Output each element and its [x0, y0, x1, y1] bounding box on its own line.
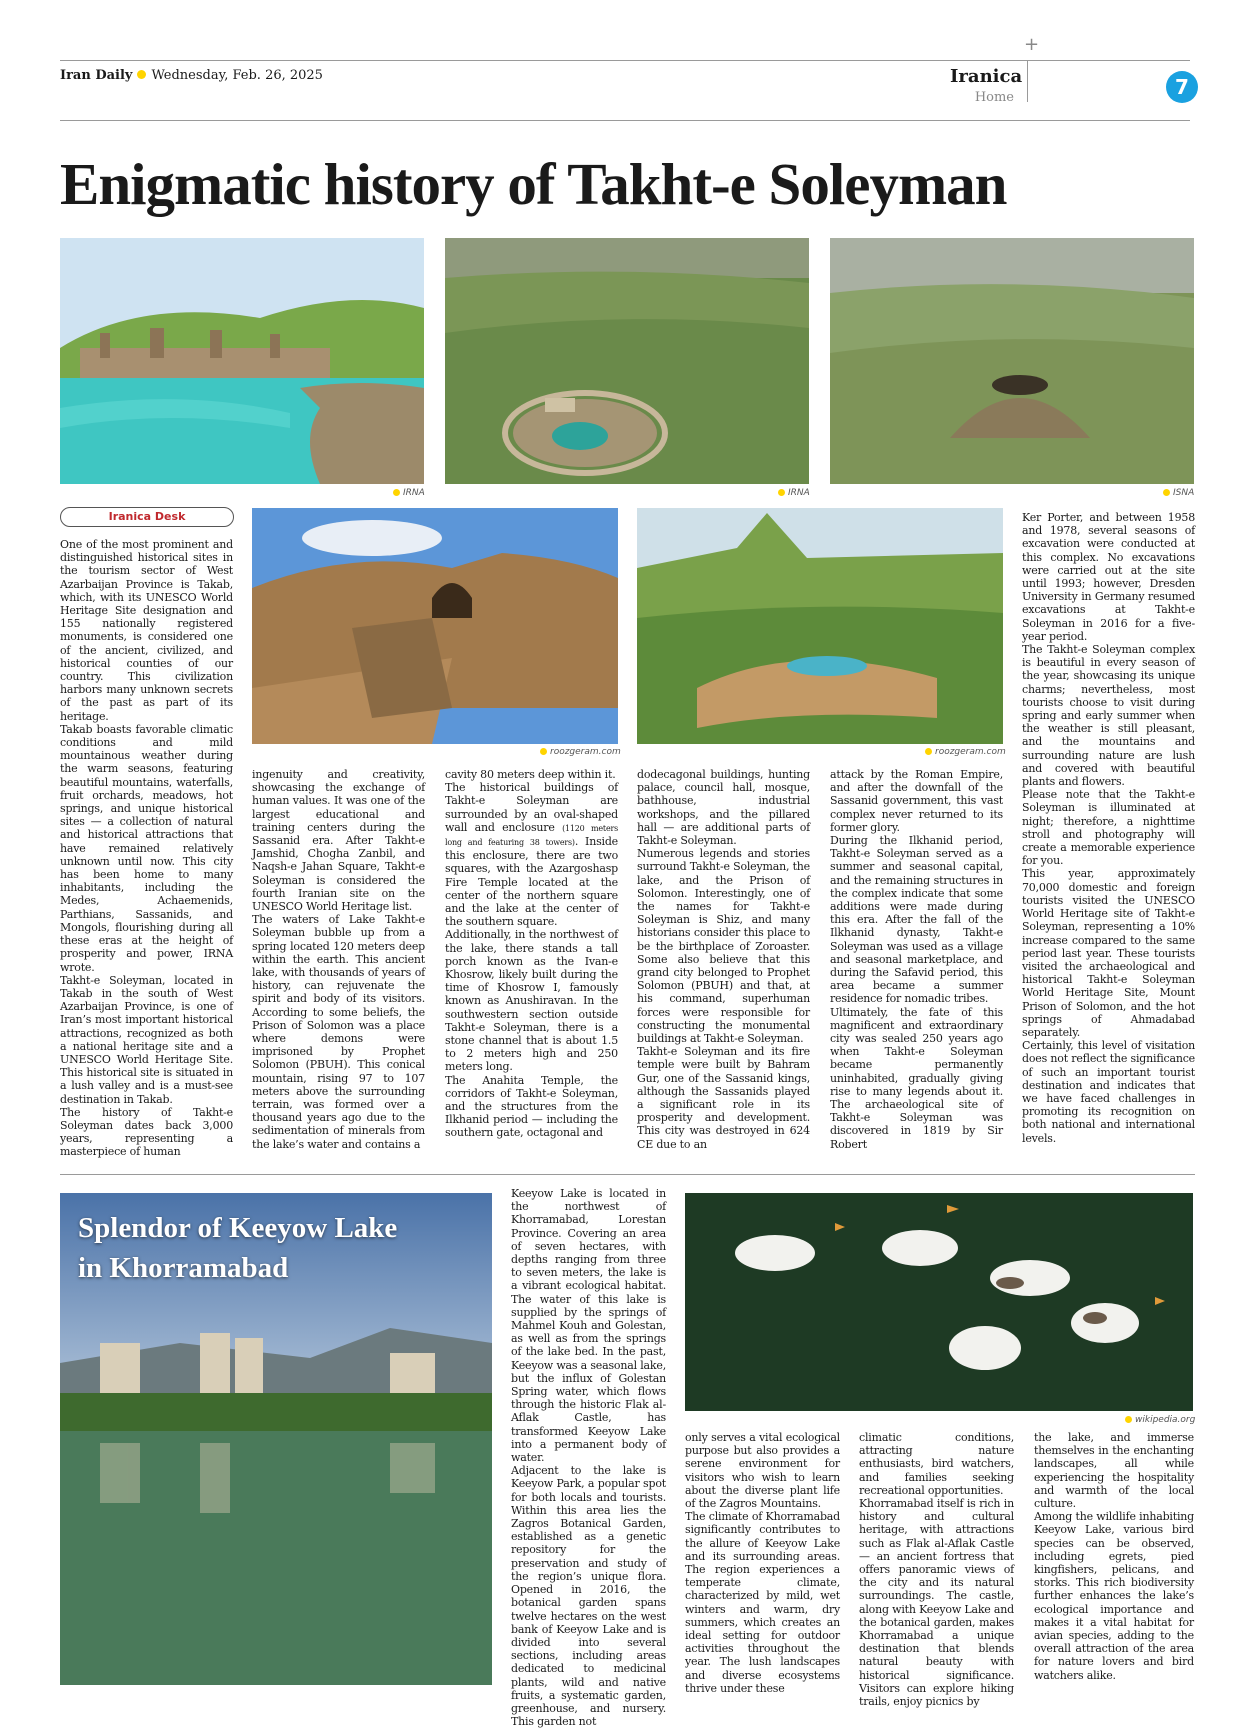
- photo-credit: roozgeram.com: [540, 747, 621, 757]
- photo-lake-ruins: [60, 238, 424, 484]
- article-column: [685, 1431, 840, 1695]
- photo-aerial-complex: [445, 238, 809, 484]
- photo-gate-stairs: [252, 508, 618, 744]
- paragraph: Takht-e Soleyman and its fire temple were built by Bahram Gur, one of the Sassanid kings, although the Sassanids played a significant role in its prosperity and development. This city was destroyed in 624 CE due to an: [637, 1045, 810, 1151]
- page-number: 7: [1166, 71, 1198, 103]
- paragraph: Keeyow Lake is located in the northwest of Khorramabad, Lorestan Province. Covering an area of seven hectares, with depths ranging from three to seven meters, the lake is a vibrant ecological habitat. The water of this lake is supplied by the springs of Mahmel Kouh and Golestan, as well as from the springs of the lake bed. In the past, Keeyow was a seasonal lake, but the influx of Golestan Spring water, which flows through the historic Flak al-Aflak Castle, has transformed Keeyow Lake into a permanent body of water.: [511, 1187, 666, 1465]
- paragraph: Takab boasts favorable climatic conditions and mild mountainous weather during the warm seasons, featuring beautiful mountains, waterfalls, fruit orchards, meadows, hot springs, and unique historical sites — a collection of natural and historical attractions that have remained relatively unknown until now. This city has been home to many inhabitants, including the Medes, Achaemenids, Parthians, Sassanids, and Mongols, flourishing during all these eras at the height of prosperity and power, IRNA wrote.: [60, 722, 233, 974]
- article-column: [511, 1187, 666, 1728]
- plus-mark: +: [1024, 34, 1040, 55]
- section-subtitle: Home: [974, 90, 1014, 105]
- article-column: [1022, 511, 1195, 1145]
- paragraph: The climate of Khorramabad significantly contributes to the allure of Keeyow Lake and its surrounding areas. The region experiences a temperate climate, characterized by mild, wet winters and warm, dry summers, which creates an ideal setting for outdoor activities throughout the year. The lush landscapes and diverse ecosystems thrive under these: [685, 1510, 840, 1695]
- article-column: [859, 1431, 1014, 1708]
- paragraph: The waters of Lake Takht-e Soleyman bubble up from a spring located 120 meters deep within the earth. This ancient lake, with thousands of years of history, can rejuvenate the spirit and body of its visitors. According to some beliefs, the Prison of Solomon was a place where demons were imprisoned by Prophet Solomon (PBUH). This conical mountain, rising 97 to 107 meters above the surrounding terrain, was formed over a thousand years ago due to the sedimentation of minerals from the lake’s water and contains a: [252, 913, 425, 1151]
- feature-title-line: Splendor of Keeyow Lake: [78, 1212, 398, 1244]
- paragraph: the lake, and immerse themselves in the enchanting landscapes, all while experiencing the hospitality and warmth of the local culture.: [1034, 1431, 1194, 1511]
- paragraph: The history of Takht-e Soleyman dates back 3,000 years, representing a masterpiece of human: [60, 1105, 233, 1159]
- feature-title: [78, 1208, 478, 1288]
- paragraph: climatic conditions, attracting nature enthusiasts, bird watchers, and families seeking recreational opportunities.: [859, 1431, 1014, 1497]
- header-divider: [1027, 60, 1028, 102]
- article-column: [637, 768, 810, 1151]
- header-bottom-rule: [60, 120, 1190, 121]
- photo-prison-of-solomon: [830, 238, 1194, 484]
- photo-credit: IRNA: [393, 488, 425, 498]
- photo-geese-on-lake: [685, 1193, 1193, 1411]
- paragraph: Takht-e Soleyman, located in Takab in the south of West Azarbaijan Province, is one of Iran’s most important historical attractions, recognized as both a national heritage site and a UNESCO World Heritage Site. This historical site is situated in a lush valley and is a must-see destination in Takab.: [60, 973, 233, 1106]
- article-column: [830, 768, 1003, 1151]
- masthead-line: [60, 68, 323, 83]
- paragraph: cavity 80 meters deep within it.: [445, 768, 616, 781]
- photo-valley-complex: [637, 508, 1003, 744]
- paragraph: During the Ilkhanid period, Takht-e Soleyman served as a summer and seasonal capital, and the remaining structures in the complex indicate that some additions were made during this era. After the fall of the Ilkhanid dynasty, Takht-e Soleyman was used as a village and seasonal marketplace, and during the Safavid period, this area became a summer residence for nomadic tribes.: [830, 834, 1003, 1006]
- headline: Enigmatic history of Takht-e Soleyman: [60, 151, 1007, 217]
- photo-credit: roozgeram.com: [925, 747, 1006, 757]
- text-run: . Inside this enclosure, there are two squares, with the Azargoshasp Fire Temple located at the center of the northern square and the lake at the center of the southern square.: [445, 835, 618, 929]
- paragraph: Additionally, in the northwest of the lake, there stands a tall porch known as the Ivan-e Khosrow, likely built during the time of Khosrow I, famously known as Anushiravan. In the southwestern section outside Takht-e Soleyman, there is a stone channel that is about 1.5 to 2 meters high and 250 meters long.: [445, 928, 618, 1074]
- header-top-rule: [60, 60, 1190, 61]
- paragraph: ingenuity and creativity, showcasing the exchange of human values. It was one of the largest educational and training centers during the Sassanid era. After Takht-e Jamshid, Chogha Zanbil, and Naqsh-e Jahan Square, Takht-e Soleyman is considered the fourth Iranian site on the UNESCO World Heritage list.: [252, 768, 425, 914]
- paragraph: Ker Porter, and between 1958 and 1978, several seasons of excavation were conducted at this complex. No excavations were carried out at the site until 1993; however, Dresden University in Germany resumed excavations at Takht-e Soleyman in 2016 for a five-year period.: [1022, 511, 1195, 643]
- paragraph: Certainly, this level of visitation does not reflect the significance of such an important tourist destination and indicates that we have faced challenges in promoting its recognition on both national and international levels.: [1022, 1039, 1195, 1145]
- photo-credit: wikipedia.org: [1125, 1415, 1195, 1425]
- paragraph: This year, approximately 70,000 domestic and foreign tourists visited the UNESCO World Heritage site of Takht-e Soleyman, representing a 10% increase compared to the same period last year. These tourists visited the archaeological and historical Takht-e Soleyman World Heritage Site, Mount Prison of Solomon, and the hot springs of Ahmadabad separately.: [1022, 867, 1195, 1039]
- paragraph: Adjacent to the lake is Keeyow Park, a popular spot for both locals and tourists. Within this area lies the Zagros Botanical Garden, established as a genetic repository for the preservation and study of the region’s unique flora. Opened in 2016, the botanical garden spans twelve hectares on the west bank of Keeyow Lake and is divided into several sections, including areas dedicated to medicinal plants, wild and native fruits, a systematic garden, greenhouse, and nursery. This garden not: [511, 1464, 666, 1729]
- issue-date: Wednesday, Feb. 26, 2025: [151, 68, 323, 83]
- paragraph: The Takht-e Soleyman complex is beautiful in every season of the year, showcasing its unique charms; nevertheless, most tourists choose to visit during spring and early summer when the weather is still pleasant, and the mountains and surrounding nature are lush and covered with beautiful plants and flowers.: [1022, 643, 1195, 789]
- photo-credit: ISNA: [1163, 488, 1194, 498]
- section-title: Iranica: [950, 66, 1023, 87]
- paragraph: Among the wildlife inhabiting Keeyow Lake, various bird species can be observed, including egrets, pied kingfishers, pelicans, and storks. This rich biodiversity further enhances the lake’s ecological importance and makes it a vital habitat for avian species, adding to the overall attraction of the area for nature lovers and bird watchers alike.: [1034, 1510, 1194, 1682]
- article-column: [1034, 1431, 1194, 1682]
- article-column: [252, 768, 425, 1151]
- section-divider: [60, 1174, 1195, 1175]
- article-column: [60, 538, 233, 1159]
- paper-name: Iran Daily: [60, 68, 133, 83]
- paragraph: Please note that the Takht-e Soleyman is illuminated at night; therefore, a nighttime stroll and photography will create a memorable experience for you.: [1022, 788, 1195, 868]
- paragraph: [445, 781, 618, 928]
- text-run: The historical buildings of Takht-e Soleyman are surrounded by an oval-shaped wall and enclosure: [445, 781, 618, 834]
- article-column: [445, 768, 618, 1140]
- text-run: (1120 meters long and featuring 38 towers): [445, 823, 619, 848]
- paragraph: attack by the Roman Empire, and after the downfall of the Sassanid government, this vast complex never returned to its former glory.: [830, 768, 1003, 834]
- paragraph: dodecagonal buildings, hunting palace, council hall, mosque, bathhouse, industrial workshops, and the pillared hall — are additional parts of Takht-e Soleyman.: [637, 768, 810, 848]
- paragraph: The Anahita Temple, the corridors of Takht-e Soleyman, and the structures from the Ilkhanid period — including the southern gate, octagonal and: [445, 1073, 618, 1140]
- photo-credit: IRNA: [778, 488, 810, 498]
- paragraph: only serves a vital ecological purpose but also provides a serene environment for visitors who wish to learn about the diverse plant life of the Zagros Mountains.: [685, 1431, 840, 1511]
- byline: Iranica Desk: [60, 507, 234, 527]
- paragraph: Khorramabad itself is rich in history and cultural heritage, with attractions such as Flak al-Aflak Castle — an ancient fortress that offers panoramic views of the city and its natural surroundings. The castle, along with Keeyow Lake and the botanical garden, makes Khorramabad a unique destination that blends natural beauty with historical significance. Visitors can explore hiking trails, enjoy picnics by: [859, 1497, 1014, 1709]
- dot-icon: [137, 70, 146, 79]
- feature-title-line: in Khorramabad: [78, 1252, 289, 1284]
- paragraph: Ultimately, the fate of this magnificent and extraordinary city was sealed 250 years ago when Takht-e Soleyman became permanently uninhabited, gradually giving rise to many legends about it. The archaeological site of Takht-e Soleyman was discovered in 1819 by Sir Robert: [830, 1005, 1003, 1151]
- paragraph: Numerous legends and stories surround Takht-e Soleyman, the lake, and the Prison of Solomon. Interestingly, one of the names for Takht-e Soleyman is Shiz, and many historians consider this place to be the birthplace of Zoroaster. Some also believe that this grand city belonged to Prophet Solomon (PBUH) and that, at his command, superhuman forces were responsible for constructing the monumental buildings at Takht-e Soleyman.: [637, 847, 810, 1046]
- paragraph: One of the most prominent and distinguished historical sites in the tourism sector of West Azarbaijan Province is Takab, which, with its UNESCO World Heritage Site designation and 155 nationally registered monuments, is considered one of the ancient, civilized, and historical counties of our country. This civilization harbors many unknown secrets of the past as part of its heritage.: [60, 538, 233, 723]
